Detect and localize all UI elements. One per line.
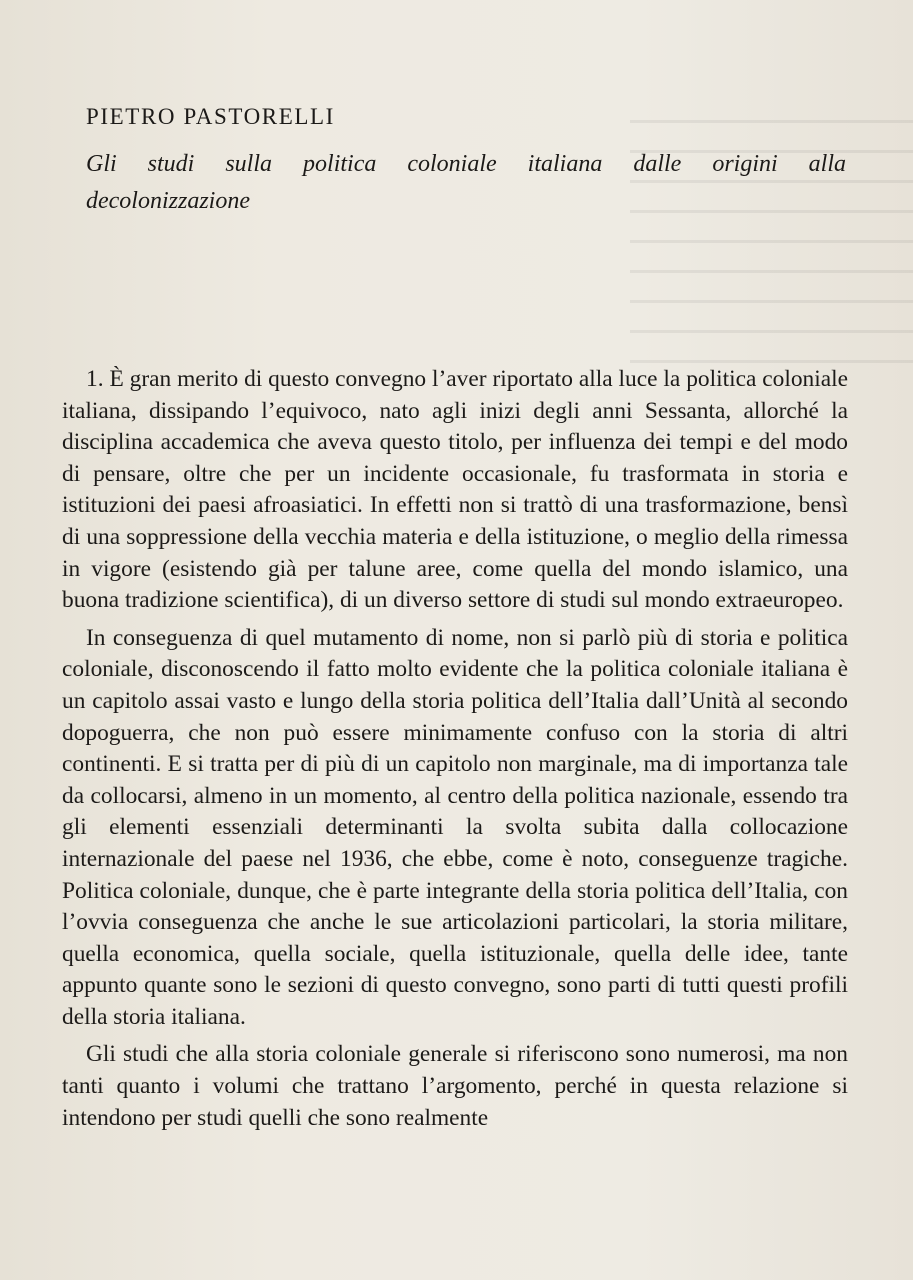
paragraph-2: In conseguenza di quel mutamento di nome, non si parlò più di storia e politica coloniale, disconoscendo il fatto molto evidente che la politica coloniale italiana è un capitolo assai vasto e lungo della storia politica dell’Italia dall’Unità al secondo dopoguerra, che non può essere minimamente confuso con la storia di altri continenti. E si tratta per di più di un capitolo non marginale, ma di importanza tale da collocarsi, almeno in un momento, al centro della politica nazionale, essendo tra gli elementi essenziali determinanti la svolta subita dalla collocazione internazionale del paese nel 1936, che ebbe, come è noto, conseguenze tragiche. Politica coloniale, dunque, che è parte integrante della storia politica dell’Italia, con l’ovvia conseguenza che anche le sue articolazioni particolari, la storia militare, quella economica, quella sociale, quella istituzionale, quella delle idee, tante appunto quante sono le sezioni di questo convegno, sono parti di tutti questi profili della storia italiana. bbox=[62, 624, 848, 1030]
paragraph-3: Gli studi che alla storia coloniale generale si riferiscono sono numerosi, ma non tanti quanto i volumi che trattano l’argomento, perché in questa relazione si intendono per studi quelli che sono realmente bbox=[62, 1041, 848, 1131]
bleed-through-text bbox=[630, 96, 913, 366]
author-name: PIETRO PASTORELLI bbox=[86, 104, 335, 129]
essay-title: Gli studi sulla politica coloniale italiana dalle origini alla decolonizzazione bbox=[86, 151, 846, 214]
paragraph-1: 1. È gran merito di questo convegno l’aver riportato alla luce la politica coloniale italiana, dissipando l’equivoco, nato agli inizi degli anni Sessanta, allorché la disciplina accademica che aveva questo titolo, per influenza dei tempi e del modo di pensare, oltre che per un incidente occasionale, fu trasformata in storia e istituzioni dei paesi afroasiatici. In effetti non si trattò di una trasformazione, bensì di una soppressione della vecchia materia e della istituzione, o meglio della rimessa in vigore (esistendo già per talune aree, come quella del mondo islamico, una buona tradizione scientifica), di un diverso settore di studi sul mondo extraeuropeo. bbox=[62, 366, 848, 614]
body-text bbox=[62, 364, 848, 1140]
